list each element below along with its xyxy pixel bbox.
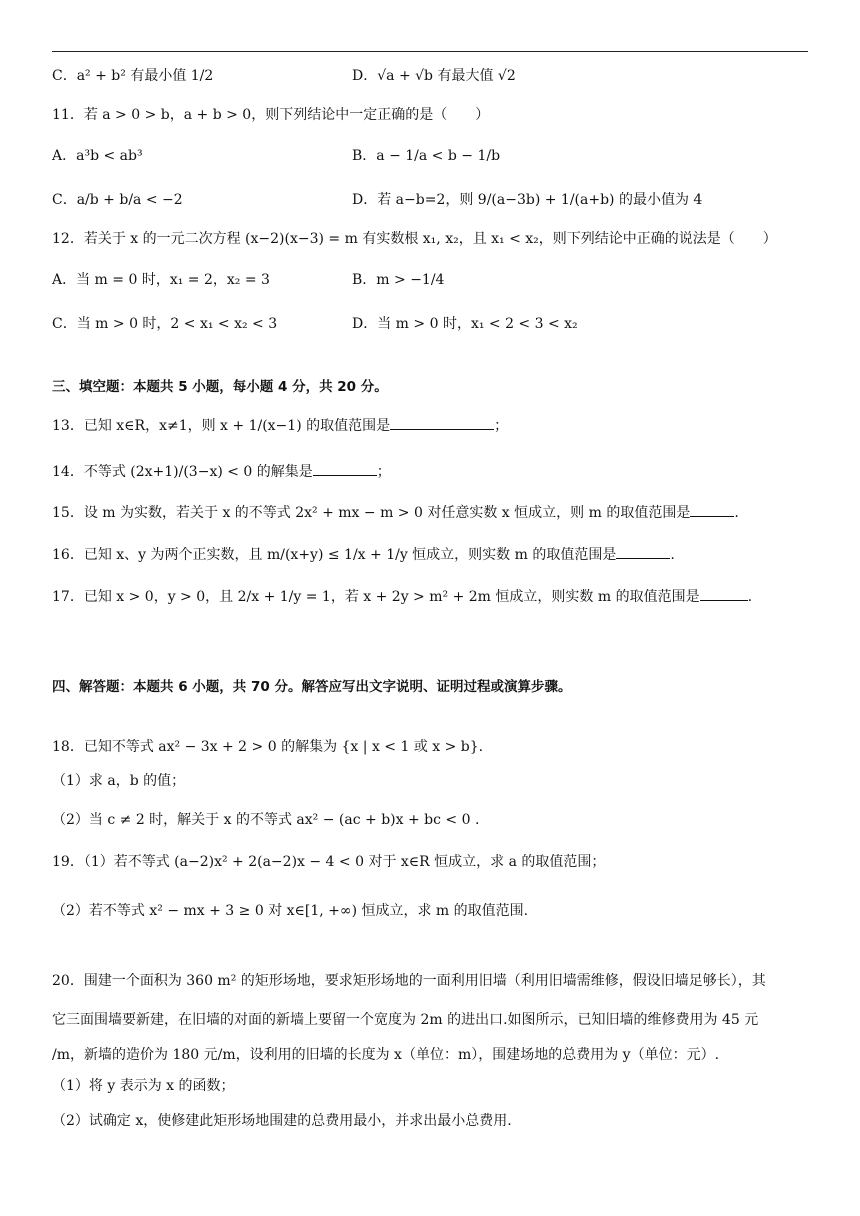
q18-part1: （1）求 a，b 的值； <box>52 773 186 789</box>
q20-line-3: /m，新墙的造价为 180 元/m，设利用的旧墙的长度为 x（单位：m），围建场地的总费用为 y（单位：元）. <box>52 1047 720 1063</box>
q10-option-c: C．a² + b² 有最小值 1/2 <box>52 68 214 84</box>
q13-text: 13．已知 x∈R，x≠1，则 x + 1/(x−1) 的取值范围是 <box>52 418 391 434</box>
q12-option-d: D．当 m > 0 时，x₁ < 2 < 3 < x₂ <box>352 316 578 332</box>
q11-option-b: B．a − 1/a < b − 1/b <box>352 148 501 164</box>
section-3-heading: 三、填空题：本题共 5 小题，每小题 4 分，共 20 分。 <box>52 379 388 395</box>
q16-end: . <box>670 547 675 563</box>
q16-blank[interactable] <box>616 544 670 559</box>
q20-part1: （1）将 y 表示为 x 的函数； <box>52 1078 235 1094</box>
q19-part1: 19．（1）若不等式 (a−2)x² + 2(a−2)x − 4 < 0 对于 x∈R 恒成立，求 a 的取值范围； <box>52 854 606 870</box>
q15 <box>52 502 739 523</box>
q20-line-2: 它三面围墙要新建，在旧墙的对面的新墙上要留一个宽度为 2m 的进出口.如图所示，已知旧墙的维修费用为 45 元 <box>52 1012 759 1028</box>
q16 <box>52 544 675 565</box>
q12-option-b: B．m > −1/4 <box>352 272 445 288</box>
q17 <box>52 586 752 607</box>
q13-end: ； <box>494 418 509 434</box>
q20-line-1: 20．围建一个面积为 360 m² 的矩形场地，要求矩形场地的一面利用旧墙（利用旧墙需维修，假设旧墙足够长），其 <box>52 973 766 989</box>
q11-stem: 11．若 a > 0 > b，a + b > 0，则下列结论中一定正确的是（ ） <box>52 107 490 123</box>
q16-text: 16．已知 x、y 为两个正实数，且 m/(x+y) ≤ 1/x + 1/y 恒成立，则实数 m 的取值范围是 <box>52 547 617 563</box>
q15-blank[interactable] <box>690 502 734 517</box>
q15-end: . <box>734 505 739 521</box>
q14 <box>52 461 391 482</box>
q20-part2: （2）试确定 x，使修建此矩形场地围建的总费用最小，并求出最小总费用. <box>52 1113 512 1129</box>
q12-stem: 12．若关于 x 的一元二次方程 (x−2)(x−3) = m 有实数根 x₁, x₂，且 x₁ < x₂，则下列结论中正确的说法是（ ） <box>52 231 777 247</box>
section-4-heading: 四、解答题：本题共 6 小题，共 70 分。解答应写出文字说明、证明过程或演算步骤。 <box>52 679 572 695</box>
q13-blank[interactable] <box>390 415 494 430</box>
q17-blank[interactable] <box>700 586 748 601</box>
q14-end: ； <box>376 464 391 480</box>
q14-text: 14．不等式 (2x+1)/(3−x) < 0 的解集是 <box>52 464 313 480</box>
q14-blank[interactable] <box>313 461 377 476</box>
q11-option-d: D．若 a−b=2，则 9/(a−3b) + 1/(a+b) 的最小值为 4 <box>352 192 703 208</box>
q12-option-a: A．当 m = 0 时，x₁ = 2，x₂ = 3 <box>52 272 270 288</box>
q17-text: 17．已知 x > 0，y > 0，且 2/x + 1/y = 1，若 x + 2y > m² + 2m 恒成立，则实数 m 的取值范围是 <box>52 589 700 605</box>
top-rule <box>52 51 808 52</box>
q12-option-c: C．当 m > 0 时，2 < x₁ < x₂ < 3 <box>52 316 278 332</box>
q18-stem: 18．已知不等式 ax² − 3x + 2 > 0 的解集为 {x | x < 1 或 x > b}. <box>52 739 484 755</box>
q19-part2: （2）若不等式 x² − mx + 3 ≥ 0 对 x∈[1, +∞) 恒成立，求 m 的取值范围. <box>52 903 529 919</box>
q10-option-d: D．√a + √b 有最大值 √2 <box>352 68 516 84</box>
q11-option-a: A．a³b < ab³ <box>52 148 143 164</box>
q11-option-c: C．a/b + b/a < −2 <box>52 192 183 208</box>
q17-end: . <box>747 589 753 605</box>
q18-part2: （2）当 c ≠ 2 时，解关于 x 的不等式 ax² − (ac + b)x + bc < 0 . <box>52 812 480 828</box>
q13 <box>52 415 508 436</box>
q15-text: 15．设 m 为实数，若关于 x 的不等式 2x² + mx − m > 0 对任意实数 x 恒成立，则 m 的取值范围是 <box>52 505 691 521</box>
